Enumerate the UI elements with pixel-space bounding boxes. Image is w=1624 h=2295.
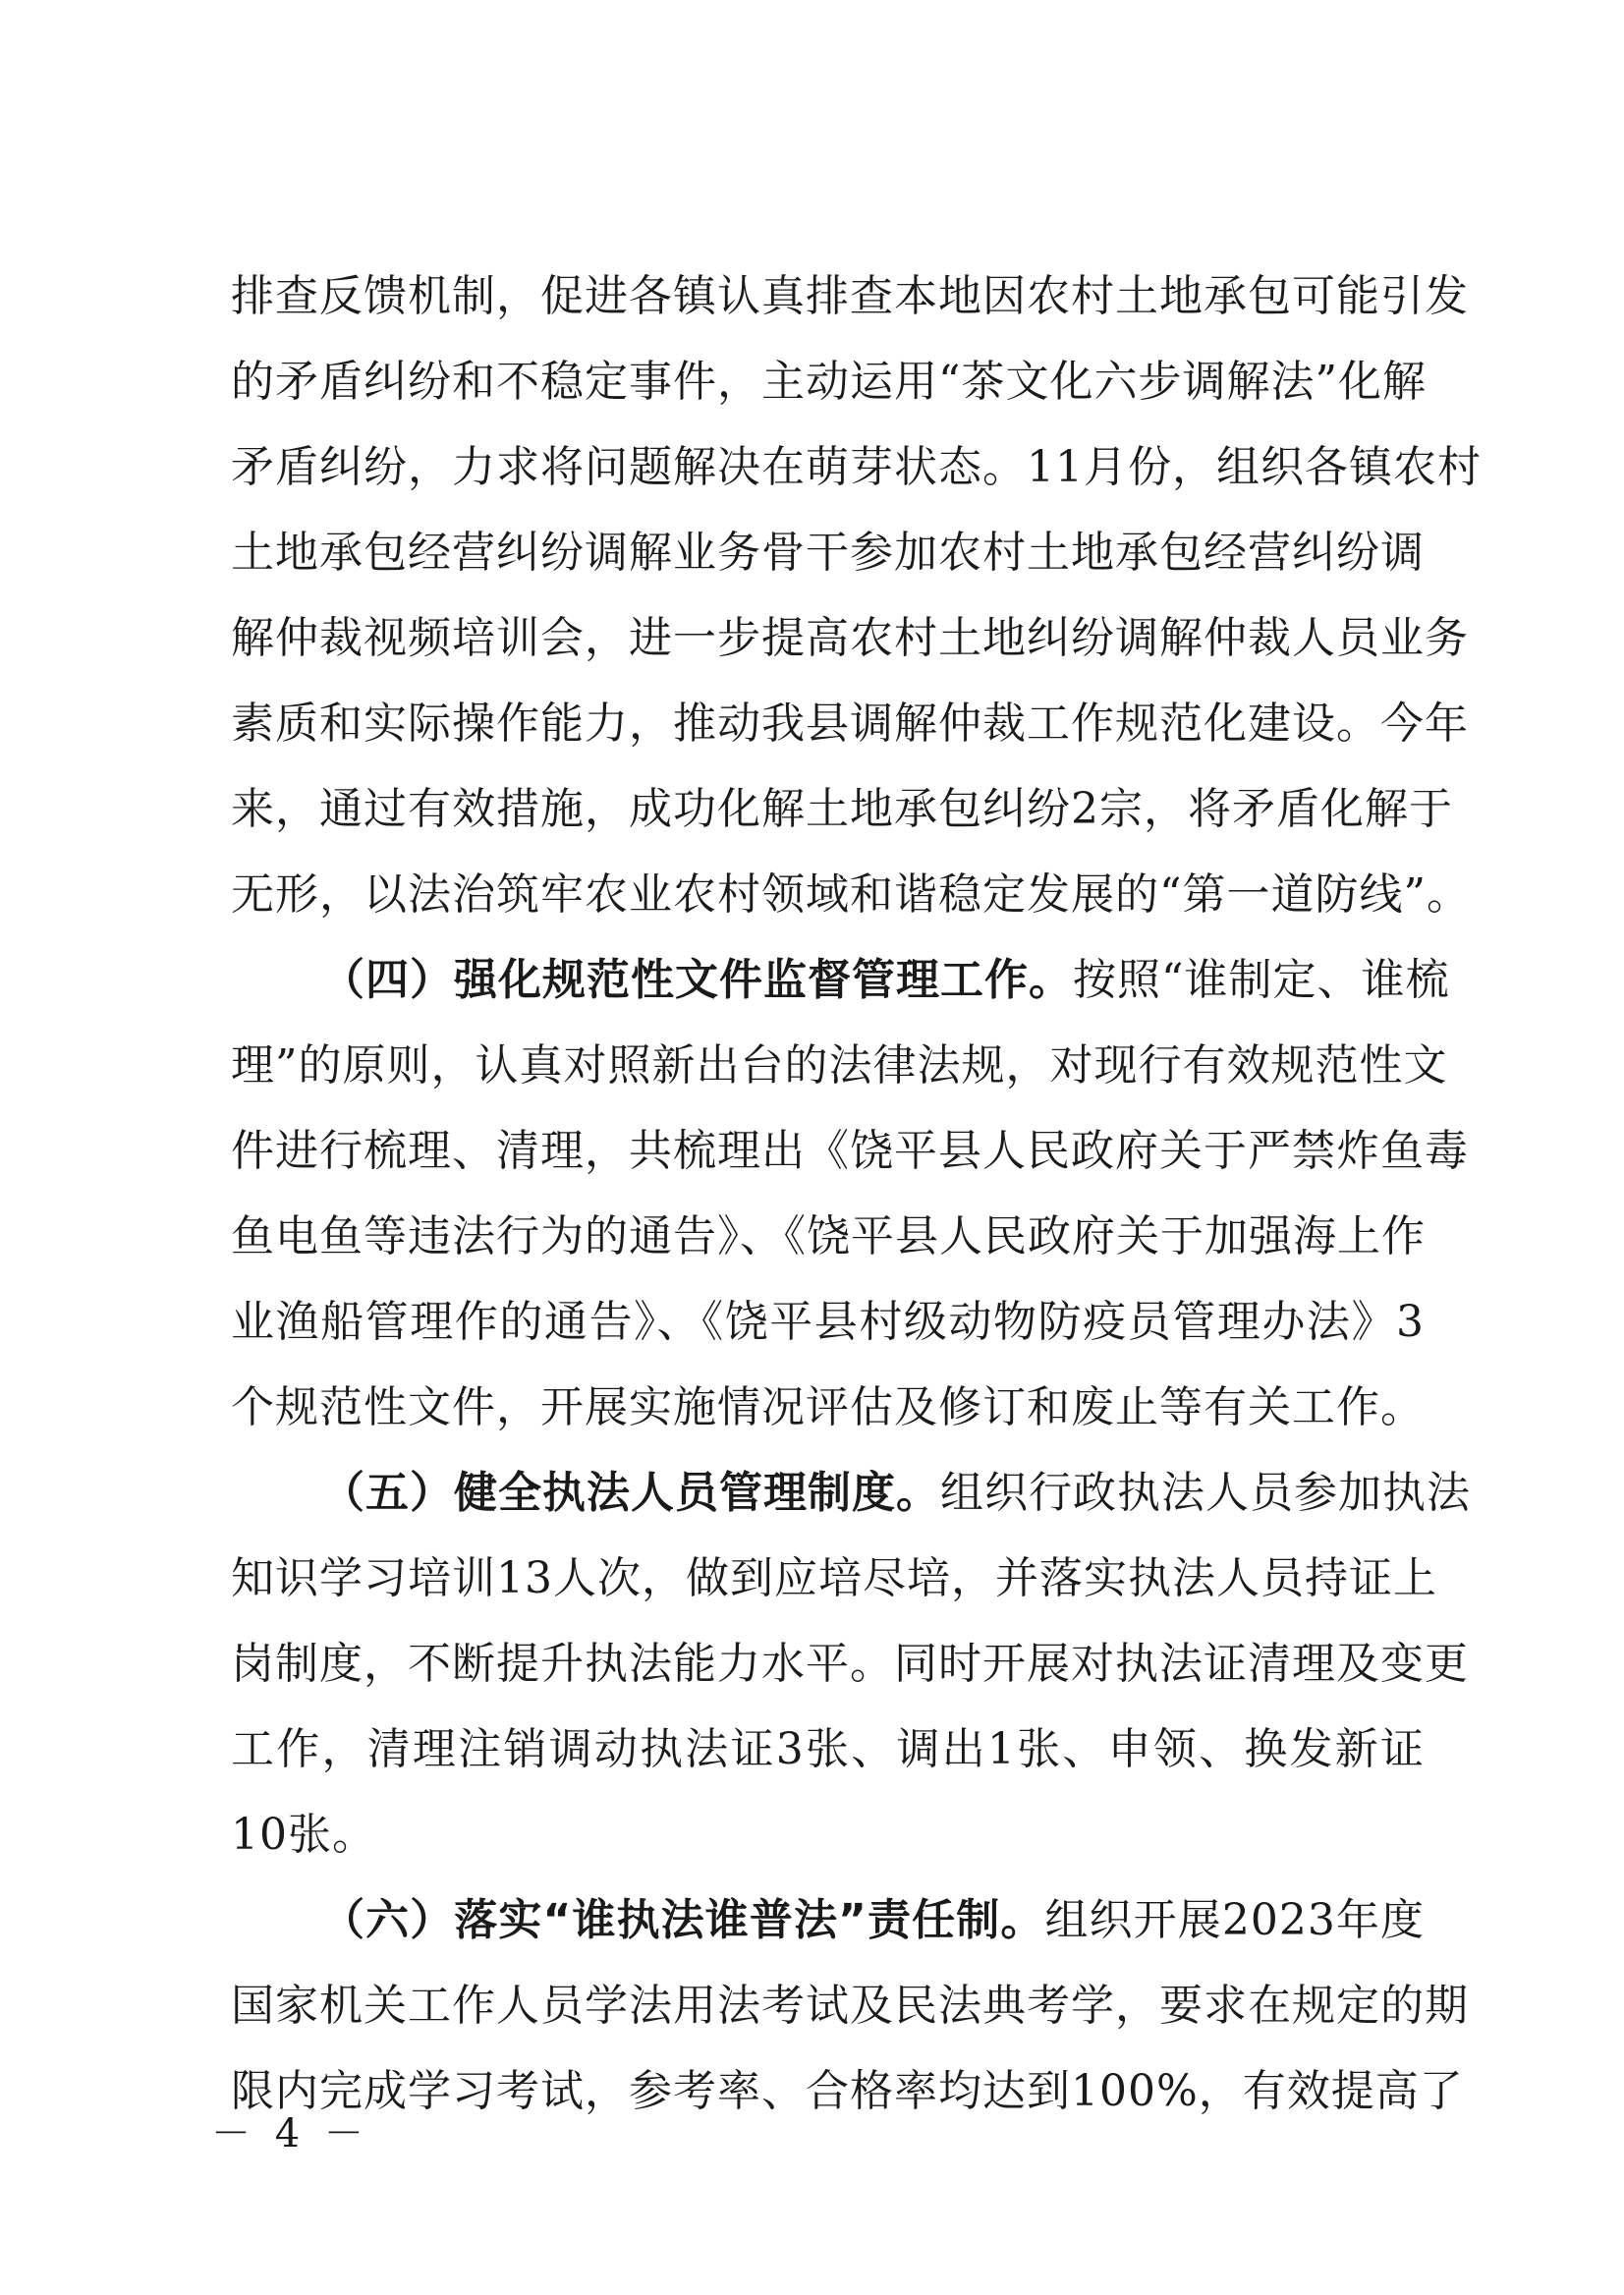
paragraph-first-line <box>231 1877 1425 1963</box>
text-line: 来，通过有效措施，成功化解土地承包纠纷2宗，将矛盾化解于 <box>231 784 1453 834</box>
text-line: 知识学习培训13人次，做到应培尽培，并落实执法人员持证上 <box>231 1553 1437 1603</box>
text-line: 国家机关工作人员学法用法考试及民法典考学，要求在规定的期 <box>231 1981 1469 2031</box>
section-heading: （四）强化规范性文件监督管理工作。 <box>321 955 1073 1005</box>
paragraph-rural-land-disputes <box>231 253 1482 937</box>
paragraph-normative-documents <box>231 937 1469 1450</box>
text-run: 组织开展2023年度 <box>1044 1895 1425 1945</box>
text-line: 土地承包经营纠纷调解业务骨干参加农村土地承包经营纠纷调 <box>231 528 1425 578</box>
text-run: 组织行政执法人员参加执法 <box>940 1468 1471 1518</box>
text-line: 矛盾纠纷，力求将问题解决在萌芽状态。11月份，组织各镇农村 <box>231 442 1482 492</box>
text-line: 工作，清理注销调动执法证3张、调出1张、申领、换发新证 <box>231 1724 1425 1774</box>
text-run: 按照“谁制定、谁梳 <box>1073 955 1450 1005</box>
section-heading: （六）落实“谁执法谁普法”责任制。 <box>321 1895 1045 1945</box>
section-heading: （五）健全执法人员管理制度。 <box>321 1468 940 1518</box>
text-line: 限内完成学习考试，参考率、合格率均达到100%，有效提高了 <box>231 2066 1464 2116</box>
document-body <box>231 253 1482 2134</box>
text-line: 理”的原则，认真对照新出台的法律法规，对现行有效规范性文 <box>231 1040 1448 1091</box>
text-line: 的矛盾纠纷和不稳定事件，主动运用“茶文化六步调解法”化解 <box>231 357 1427 407</box>
paragraph-first-line <box>231 1450 1471 1536</box>
text-line: 无形，以法治筑牢农业农村领域和谐稳定发展的“第一道防线”。 <box>231 869 1471 920</box>
text-line: 个规范性文件，开展实施情况评估及修订和废止等有关工作。 <box>231 1382 1425 1432</box>
text-line: 业渔船管理作的通告》、《饶平县村级动物防疫员管理办法》3 <box>231 1297 1425 1347</box>
page-number: － 4 － <box>211 2111 369 2156</box>
text-line: 10张。 <box>231 1810 376 1860</box>
paragraph-enforcement-personnel <box>231 1450 1471 1877</box>
text-line: 岗制度，不断提升执法能力水平。同时开展对执法证清理及变更 <box>231 1639 1469 1689</box>
text-line: 素质和实际操作能力，推动我县调解仲裁工作规范化建设。今年 <box>231 699 1469 749</box>
paragraph-law-popularization <box>231 1877 1469 2134</box>
text-line: 解仲裁视频培训会，进一步提高农村土地纠纷调解仲裁人员业务 <box>231 613 1469 663</box>
paragraph-first-line <box>231 937 1450 1023</box>
text-line: 排查反馈机制，促进各镇认真排查本地因农村土地承包可能引发 <box>231 271 1469 321</box>
text-line: 件进行梳理、清理，共梳理出《饶平县人民政府关于严禁炸鱼毒 <box>231 1126 1469 1176</box>
text-line: 鱼电鱼等违法行为的通告》、《饶平县人民政府关于加强海上作 <box>231 1211 1426 1261</box>
